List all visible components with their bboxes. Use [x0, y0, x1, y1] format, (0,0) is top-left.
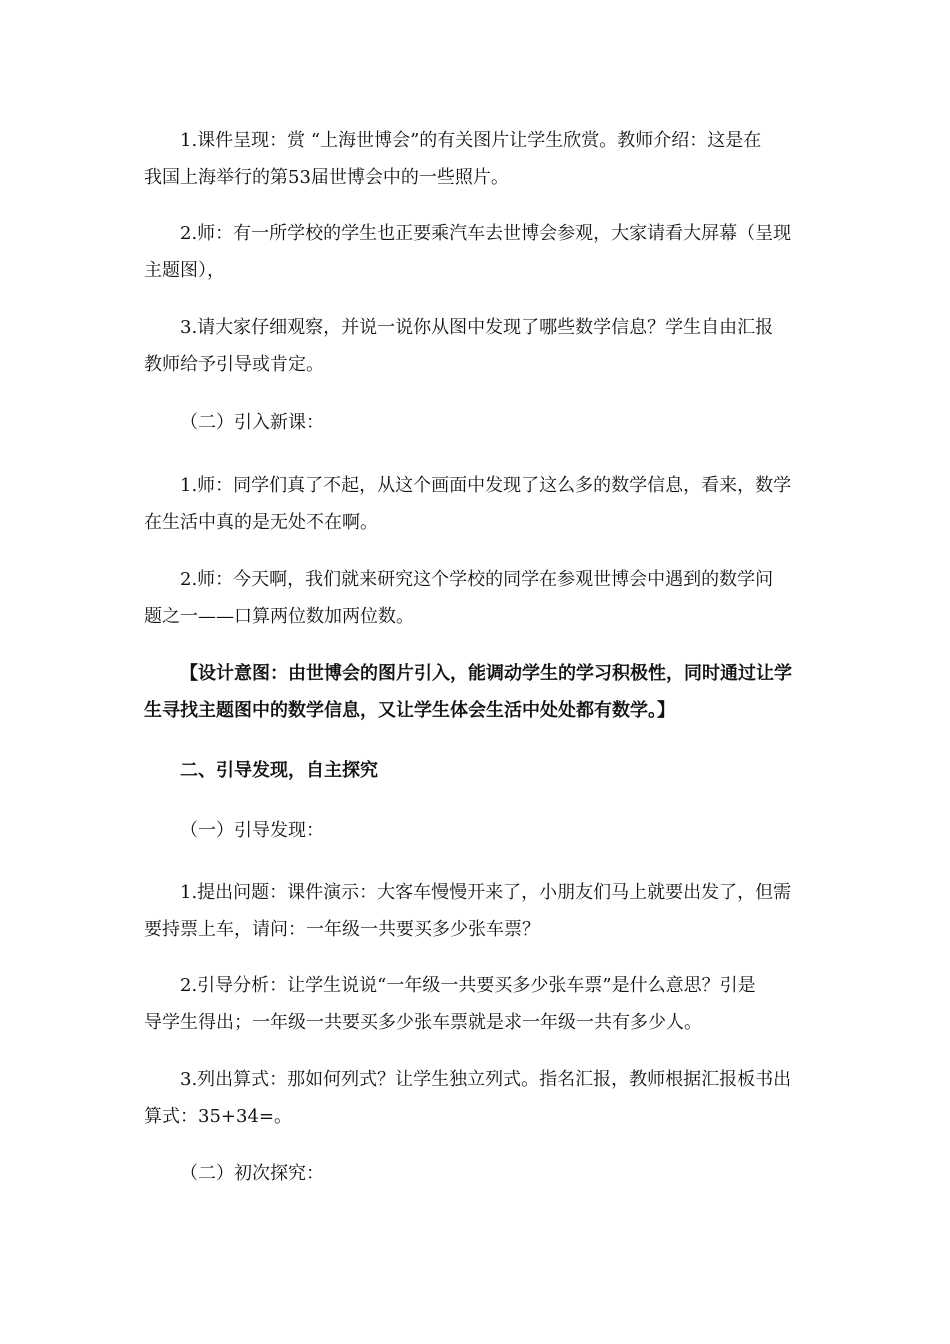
paragraph-teacher-bus — [144, 215, 814, 289]
paragraph-praise — [144, 467, 814, 541]
text-line: 1.提出问题：课件演示：大客车慢慢开来了，小朋友们马上就要出发了，但需 — [180, 882, 792, 903]
text-line: 1.师：同学们真了不起，从这个画面中发现了这么多的数学信息，看来，数学 — [180, 475, 792, 496]
text-line: （二）初次探究： — [180, 1163, 324, 1184]
text-line: 题之一——口算两位数加两位数。 — [144, 606, 414, 627]
text-line: 【设计意图：由世博会的图片引入，能调动学生的学习积极性，同时通过让学 — [180, 663, 792, 684]
text-line: 2.引导分析：让学生说说“一年级一共要买多少张车票”是什么意思？引是 — [180, 975, 756, 996]
text-line: 二、引导发现，自主探究 — [180, 760, 378, 781]
text-line: 我国上海举行的第53届世博会中的一些照片。 — [144, 167, 509, 188]
subsection-heading-first-explore — [144, 1155, 814, 1192]
paragraph-observe — [144, 309, 814, 383]
text-line: 2.师：有一所学校的学生也正要乘汽车去世博会参观，大家请看大屏幕（呈现 — [180, 223, 792, 244]
paragraph-equation — [144, 1061, 814, 1135]
section-heading-explore — [144, 752, 814, 789]
text-line: 算式：35+34=。 — [144, 1106, 292, 1127]
text-line: 要持票上车，请问：一年级一共要买多少张车票？ — [144, 919, 540, 940]
text-line: 3.请大家仔细观察，并说一说你从图中发现了哪些数学信息？学生自由汇报 — [180, 317, 774, 338]
text-line: 2.师：今天啊，我们就来研究这个学校的同学在参观世博会中遇到的数学问 — [180, 569, 774, 590]
design-intent-note — [144, 655, 814, 729]
text-line: 教师给予引导或肯定。 — [144, 354, 324, 375]
text-line: 3.列出算式：那如何列式？让学生独立列式。指名汇报，教师根据汇报板书出 — [180, 1069, 792, 1090]
text-line: （一）引导发现： — [180, 820, 324, 841]
paragraph-today-topic — [144, 561, 814, 635]
text-line: 主题图）， — [144, 260, 225, 281]
paragraph-courseware-intro — [144, 122, 814, 196]
section-heading-new-lesson — [144, 404, 814, 441]
text-line: 在生活中真的是无处不在啊。 — [144, 512, 378, 533]
paragraph-ask-question — [144, 874, 814, 948]
subsection-heading-guide — [144, 812, 814, 849]
paragraph-guided-analysis — [144, 967, 814, 1041]
text-line: （二）引入新课： — [180, 412, 324, 433]
text-line: 1.课件呈现：赏 “上海世博会”的有关图片让学生欣赏。教师介绍：这是在 — [180, 130, 762, 151]
text-line: 导学生得出；一年级一共要买多少张车票就是求一年级一共有多少人。 — [144, 1012, 702, 1033]
text-line: 生寻找主题图中的数学信息，又让学生体会生活中处处都有数学。】 — [144, 700, 675, 721]
